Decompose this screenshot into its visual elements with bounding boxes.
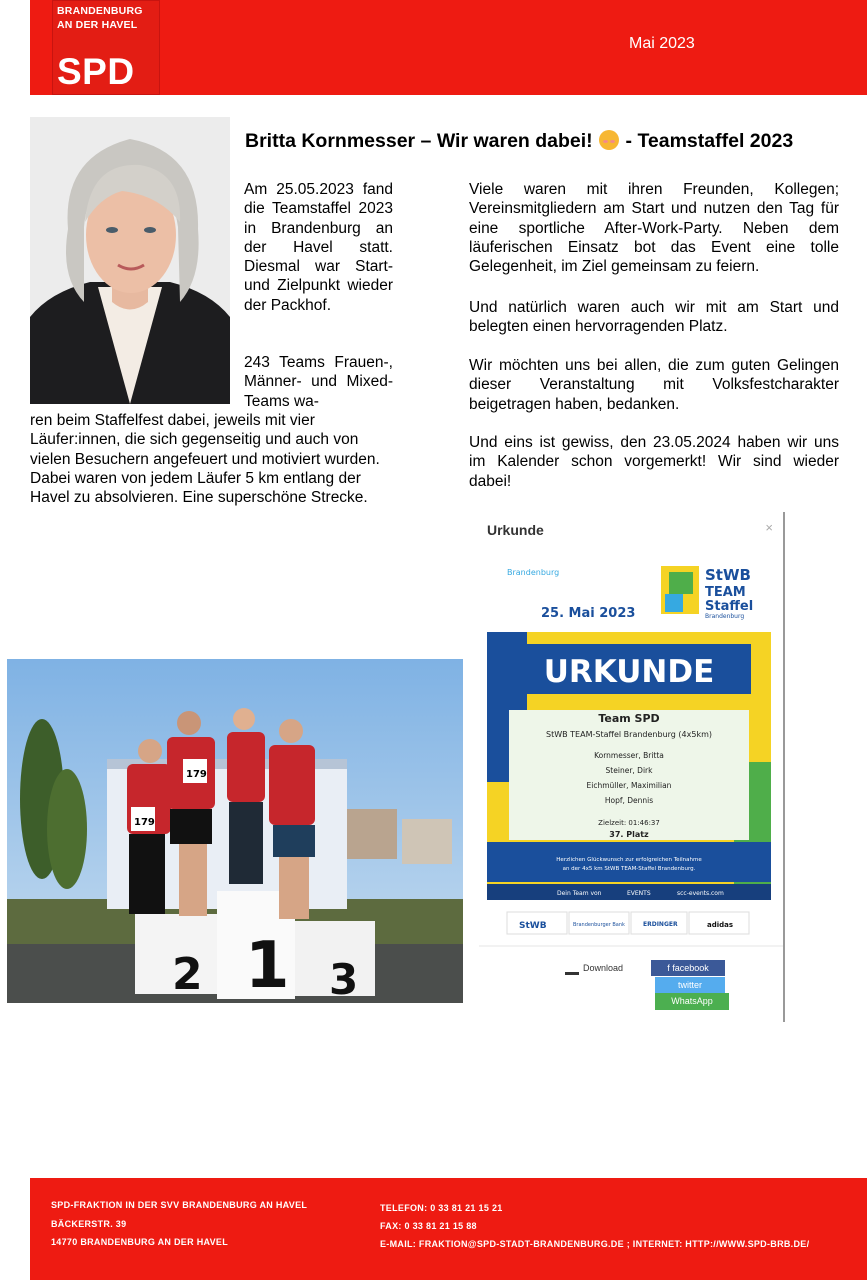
team-by: Dein Team von: [557, 890, 602, 897]
twitter-share-button[interactable]: [655, 977, 725, 993]
twitter-label: twitter: [677, 980, 702, 990]
member-4: Hopf, Dennis: [604, 796, 654, 805]
whatsapp-label: WhatsApp: [671, 996, 713, 1006]
member-3: Eichmüller, Maximilian: [586, 781, 672, 790]
right-paragraph-1: Viele waren mit ihren Freunden, Kollegen; Vereinsmitgliedern am Start und nutzen den Tag für eine sportliche After-Work-Party. Neben dem läuferischen Einsatz bot das Event eine tolle Gelegenheit, im Ziel gemeinsam zu feiern.: [469, 181, 839, 276]
sponsor-erdinger: ERDINGER: [643, 921, 678, 928]
right-paragraph-3: Wir möchten uns bei allen, die zum guten Gelingen dieser Veranstaltung mit Volksfestcharakter beigetragen haben, bedanken.: [469, 357, 839, 413]
sponsor-stwb: StWB: [519, 921, 547, 931]
smile-emoji-icon: [599, 130, 619, 150]
member-2: Steiner, Dirk: [605, 766, 653, 775]
download-label: Download: [583, 962, 624, 973]
close-icon[interactable]: ×: [765, 520, 773, 535]
left-paragraph-full: ren beim Staffelfest dabei, jeweils mit vier Läufer:innen, die sich gegenseitig und auch von vielen Besuchern angefeuert und motiviert wurden. Dabei waren von jedem Läufer 5 km entlang der Havel zu absolvieren. Eine superschöne Strecke.: [30, 412, 380, 507]
facebook-label: facebook: [672, 963, 709, 973]
team-name: Team SPD: [598, 712, 660, 725]
member-1: Kornmesser, Britta: [594, 751, 664, 760]
urkunde-heading: URKUNDE: [543, 654, 715, 690]
sponsor-adidas: adidas: [707, 921, 734, 929]
scc-events-url: scc-events.com: [677, 890, 724, 897]
facebook-icon: f: [667, 963, 673, 973]
logo-spd: SPD: [57, 51, 135, 92]
final-place: 37. Platz: [609, 830, 649, 839]
right-paragraph-2: Und natürlich waren auch wir mit am Start und belegten einen hervorragenden Platz.: [469, 299, 839, 336]
left-paragraph-2: 243 Teams Frauen-, Männer- und Mixed-Teams wa-: [244, 354, 393, 410]
whatsapp-share-button[interactable]: [655, 993, 729, 1010]
finish-time: Zielzeit: 01:46:37: [598, 819, 660, 827]
footer-org: SPD-FRAKTION IN DER SVV BRANDENBURG AN HAVEL: [51, 1200, 308, 1210]
certificate-modal: [479, 512, 785, 1022]
scc-events-logo: EVENTS: [627, 890, 651, 897]
issue-date: Mai 2023: [629, 35, 695, 52]
footer-street: BÄCKERSTR. 39: [51, 1219, 127, 1229]
facebook-share-button[interactable]: [651, 960, 725, 976]
event-name: StWB TEAM-Staffel Brandenburg (4x5km): [546, 730, 712, 739]
podium-1: 1: [245, 929, 290, 1003]
congrats-1: Herzlichen Glückwunsch zur erfolgreichen Teilnahme: [556, 857, 702, 863]
certificate-graphic: [479, 512, 783, 1022]
right-paragraph-4: Und eins ist gewiss, den 23.05.2024 haben wir uns im Kalender schon vorgemerkt! Wir sind wieder dabei!: [469, 434, 839, 490]
podium-2: 2: [172, 949, 203, 1000]
title-sub: - Teamstaffel 2023: [625, 130, 794, 152]
stwb-logo-2: TEAM: [705, 585, 746, 600]
bib-middle: 179: [186, 769, 207, 780]
logo-line2: AN DER HAVEL: [57, 19, 138, 31]
spd-logo: [52, 0, 160, 95]
left-paragraph-1: Am 25.05.2023 fand die Teamstaffel 2023 in Brandenburg an der Havel statt. Diesmal war Start- und Zielpunkt wieder der Packhof.: [244, 181, 393, 314]
bib-left: 179: [134, 817, 155, 828]
download-icon: [565, 960, 579, 975]
footer-email[interactable]: E-MAIL: FRAKTION@SPD-STADT-BRANDENBURG.DE ; INTERNET: HTTP://WWW.SPD-BRB.DE/: [380, 1239, 810, 1249]
article-title: [245, 130, 793, 153]
modal-title: Urkunde: [487, 522, 544, 538]
stwb-logo-3: Staffel: [705, 599, 754, 614]
footer-city: 14770 BRANDENBURG AN DER HAVEL: [51, 1237, 229, 1247]
team-podium-photo: [7, 659, 463, 1003]
podium-3: 3: [329, 955, 359, 1003]
download-button[interactable]: [565, 960, 623, 975]
congrats-2: an der 4x5 km StWB TEAM-Staffel Brandenburg.: [562, 866, 696, 872]
event-date: 25. Mai 2023: [541, 606, 636, 621]
portrait-photo: [30, 117, 230, 404]
title-main: Britta Kornmesser – Wir waren dabei!: [245, 130, 593, 152]
stwb-logo-1: StWB: [705, 566, 751, 584]
footer-phone: TELEFON: 0 33 81 21 15 21: [380, 1203, 503, 1213]
logo-line1: BRANDENBURG: [57, 5, 143, 17]
sponsor-bank: Brandenburger Bank: [573, 922, 625, 928]
vfl-logo: Brandenburg: [507, 568, 560, 577]
footer-fax: FAX: 0 33 81 21 15 88: [380, 1221, 477, 1231]
stwb-logo-4: Brandenburg: [705, 613, 745, 620]
